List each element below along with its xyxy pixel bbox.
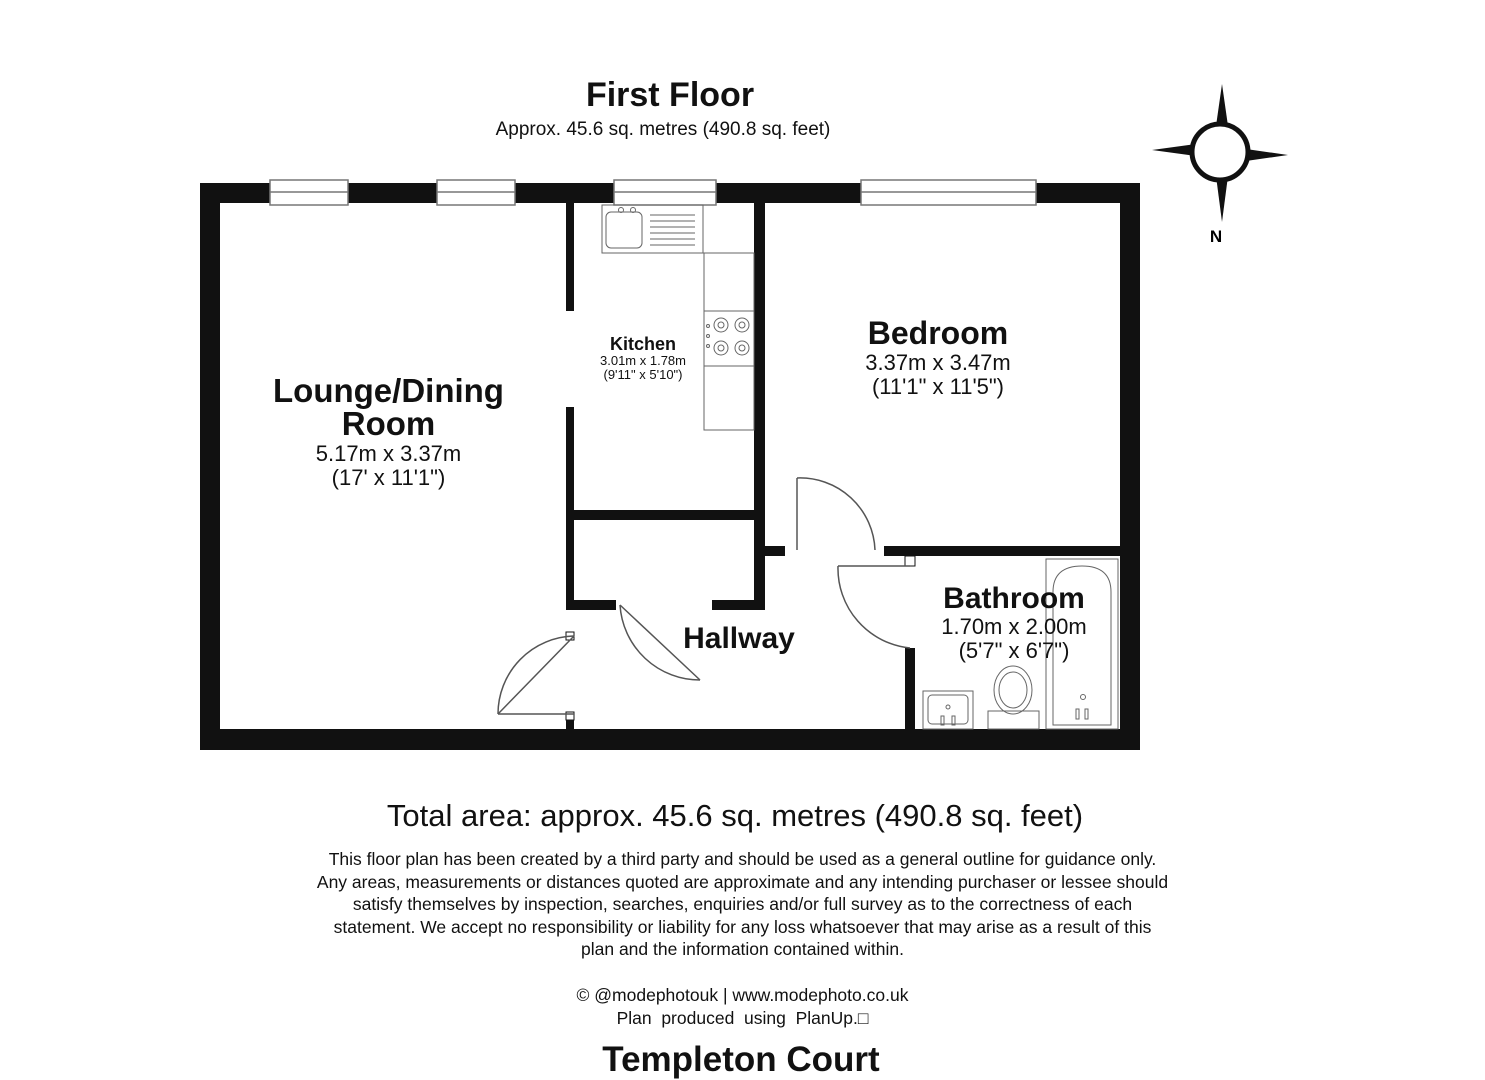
disclaimer-line: plan and the information contained within. [581,939,904,959]
property-name: Templeton Court [602,1040,880,1079]
disclaimer-line: This floor plan has been created by a third party and should be used as a general outline for guidance only. [328,849,1157,869]
room-kitchen [570,334,716,382]
room-lounge-dining [220,374,557,490]
room-name: Bedroom [867,315,1009,351]
room-dimensions-imperial: (17' x 11'1") [331,465,446,490]
room-dimensions-imperial: (5'7" x 6'7") [958,638,1070,663]
disclaimer-line: statement. We accept no responsibility or liability for any loss whatsoever that may arise as a result of this [333,916,1152,937]
kitchen-fixtures [602,205,754,430]
room-name: Bathroom [943,582,1085,615]
credit-line: © @modephotouk | www.modephoto.co.uk [576,985,909,1005]
total-area: Total area: approx. 45.6 sq. metres (490.8 sq. feet) [386,798,1084,833]
room-name: Kitchen [609,334,676,354]
room-hallway [660,622,818,656]
room-dimensions-metric: 3.01m x 1.78m [600,353,686,368]
room-name: Lounge/Dining [273,372,504,409]
disclaimer-line: satisfy themselves by inspection, searches, enquiries and/or full survey as to the correctness of each [352,894,1133,914]
floor-title: First Floor [585,76,755,114]
credit [0,984,1485,1029]
room-bathroom [916,582,1112,663]
room-dimensions-imperial: (11'1" x 11'5") [871,374,1005,399]
disclaimer-line: Any areas, measurements or distances quoted are approximate and any intending purchaser or lessee should [316,871,1169,892]
room-name: Room [341,405,436,442]
floor-area: Approx. 45.6 sq. metres (490.8 sq. feet) [495,119,831,140]
credit-line: Plan produced using PlanUp.□ [616,1007,869,1028]
room-bedroom [765,315,1111,399]
room-dimensions-imperial: (9'11" x 5'10") [603,367,683,382]
room-name: Hallway [683,622,795,655]
room-dimensions-metric: 1.70m x 2.00m [941,614,1087,639]
room-dimensions-metric: 3.37m x 3.47m [865,350,1011,375]
north-label: N [1209,227,1223,246]
room-dimensions-metric: 5.17m x 3.37m [315,441,462,466]
disclaimer [250,848,1235,961]
